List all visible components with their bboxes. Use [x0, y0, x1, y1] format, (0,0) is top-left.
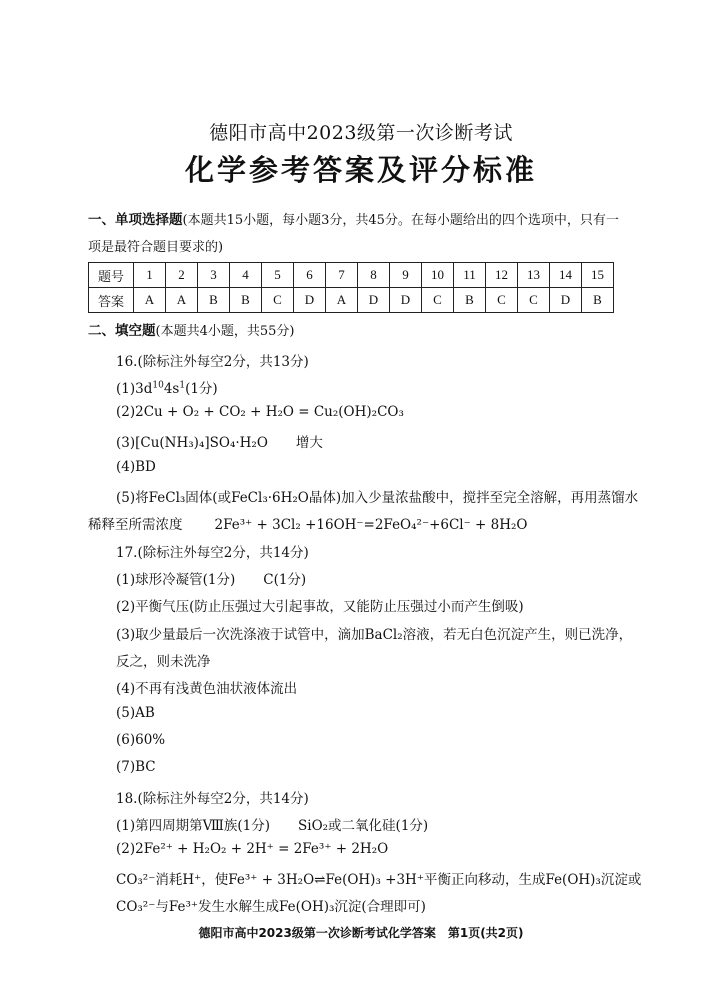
q17-answer-2: (2)平衡气压(防止压强过大引起事故，又能防止压强过小而产生倒吸)	[116, 599, 524, 615]
question-number: 9	[390, 263, 422, 288]
question-number: 10	[422, 263, 454, 288]
row-label-answer: 答案	[89, 288, 134, 313]
answer-cell: D	[390, 288, 422, 313]
question-number: 4	[230, 263, 262, 288]
answer-cell: B	[454, 288, 486, 313]
table-row-answers	[89, 288, 614, 313]
q16-a3-extra: 增大	[295, 435, 323, 451]
answer-cell: A	[134, 288, 166, 313]
section2-note: (本题共4小题，共55分)	[155, 324, 295, 339]
section1-note-2: 项是最符合题目要求的)	[88, 240, 224, 255]
q16-a1-post: (1分)	[185, 381, 218, 397]
section1-heading	[88, 207, 648, 261]
q17-a1-extra: C(1分)	[263, 572, 307, 588]
q16-a1-sup2: 1	[179, 380, 186, 391]
q18-answer-2: (2)2Fe²⁺ + H₂O₂ + 2H⁺ = 2Fe³⁺ + 2H₂O	[116, 841, 389, 857]
q18-answer-2-line3: CO₃²⁻与Fe³⁺发生水解生成Fe(OH)₃沉淀(合理即可)	[116, 899, 426, 915]
answer-cell: A	[326, 288, 358, 313]
q16-answer-1	[116, 377, 218, 397]
q16-answer-5-line1: (5)将FeCl₃固体(或FeCl₃·6H₂O晶体)加入少量浓盐酸中，搅拌至完全溶解，再用蒸馏水	[116, 490, 639, 506]
q18-a1-main: (1)第四周期第Ⅷ族(1分)	[116, 818, 271, 834]
question-number: 11	[454, 263, 486, 288]
section2-heading	[88, 318, 648, 345]
q17-answer-6: (6)60%	[116, 732, 166, 748]
q16-a5-text: 稀释至所需浓度	[88, 517, 183, 533]
answer-table	[88, 262, 614, 313]
q16-answer-2: (2)2Cu + O₂ + CO₂ + H₂O = Cu₂(OH)₂CO₃	[116, 404, 404, 420]
q16-answer-3	[116, 431, 323, 451]
exam-subtitle: 德阳市高中2023级第一次诊断考试	[209, 122, 513, 144]
section2-title: 二、填空题	[88, 323, 156, 339]
q16-a3-formula: (3)[Cu(NH₃)₄]SO₄·H₂O	[116, 435, 268, 451]
q17-answer-3-line2: 反之，则未洗净	[116, 654, 211, 670]
q18-answer-1	[116, 814, 428, 834]
question-number: 2	[166, 263, 198, 288]
q18-header: 18.(除标注外每空2分，共14分)	[116, 791, 309, 807]
question-number: 13	[518, 263, 550, 288]
page-footer: 德阳市高中2023级第一次诊断考试化学答案 第1页(共2页)	[198, 926, 524, 940]
question-number: 1	[134, 263, 166, 288]
q17-a1-main: (1)球形冷凝管(1分)	[116, 572, 236, 588]
answer-cell: C	[262, 288, 294, 313]
question-number: 14	[550, 263, 582, 288]
q16-a1-mid: 4s	[163, 381, 180, 397]
q18-answer-2-line2: CO₃²⁻消耗H⁺，使Fe³⁺ + 3H₂O⇌Fe(OH)₃ +3H⁺平衡正向移动，生成Fe(OH)₃沉淀或	[116, 872, 642, 888]
q16-a5-equation: 2Fe³⁺ + 3Cl₂ +16OH⁻=2FeO₄²⁻+6Cl⁻ + 8H₂O	[214, 517, 528, 533]
q16-a1-sup1: 10	[152, 380, 164, 391]
question-number: 15	[582, 263, 614, 288]
question-number: 7	[326, 263, 358, 288]
answer-cell: D	[550, 288, 582, 313]
q16-answer-4: (4)BD	[116, 459, 156, 475]
q17-answer-7: (7)BC	[116, 759, 156, 775]
answer-cell: C	[422, 288, 454, 313]
answer-cell: C	[486, 288, 518, 313]
q18-a1-extra: SiO₂或二氧化硅(1分)	[298, 818, 429, 834]
row-label-question: 题号	[89, 263, 134, 288]
q16-answer-5-line2	[88, 513, 527, 533]
answer-cell: C	[518, 288, 550, 313]
table-row-numbers	[89, 263, 614, 288]
question-number: 12	[486, 263, 518, 288]
question-number: 6	[294, 263, 326, 288]
q17-answer-3-line1: (3)取少量最后一次洗涤液于试管中，滴加BaCl₂溶液，若无白色沉淀产生，则已洗净，	[116, 627, 633, 643]
answer-cell: B	[198, 288, 230, 313]
answer-cell: A	[166, 288, 198, 313]
answer-cell: D	[358, 288, 390, 313]
question-number: 3	[198, 263, 230, 288]
q16-a1-pre: (1)3d	[116, 381, 153, 397]
q16-header: 16.(除标注外每空2分，共13分)	[116, 354, 309, 370]
answer-cell: B	[230, 288, 262, 313]
question-number: 8	[358, 263, 390, 288]
section1-note-1: (本题共15小题，每小题3分，共45分。在每小题给出的四个选项中，只有一	[182, 213, 619, 228]
question-number: 5	[262, 263, 294, 288]
section1-title: 一、单项选择题	[88, 212, 183, 228]
q17-answer-1	[116, 568, 306, 588]
page-title: 化学参考答案及评分标准	[184, 153, 537, 187]
q17-header: 17.(除标注外每空2分，共14分)	[116, 545, 309, 561]
q17-answer-5: (5)AB	[116, 705, 155, 721]
answer-cell: B	[582, 288, 614, 313]
q17-answer-4: (4)不再有浅黄色油状液体流出	[116, 681, 298, 697]
answer-cell: D	[294, 288, 326, 313]
